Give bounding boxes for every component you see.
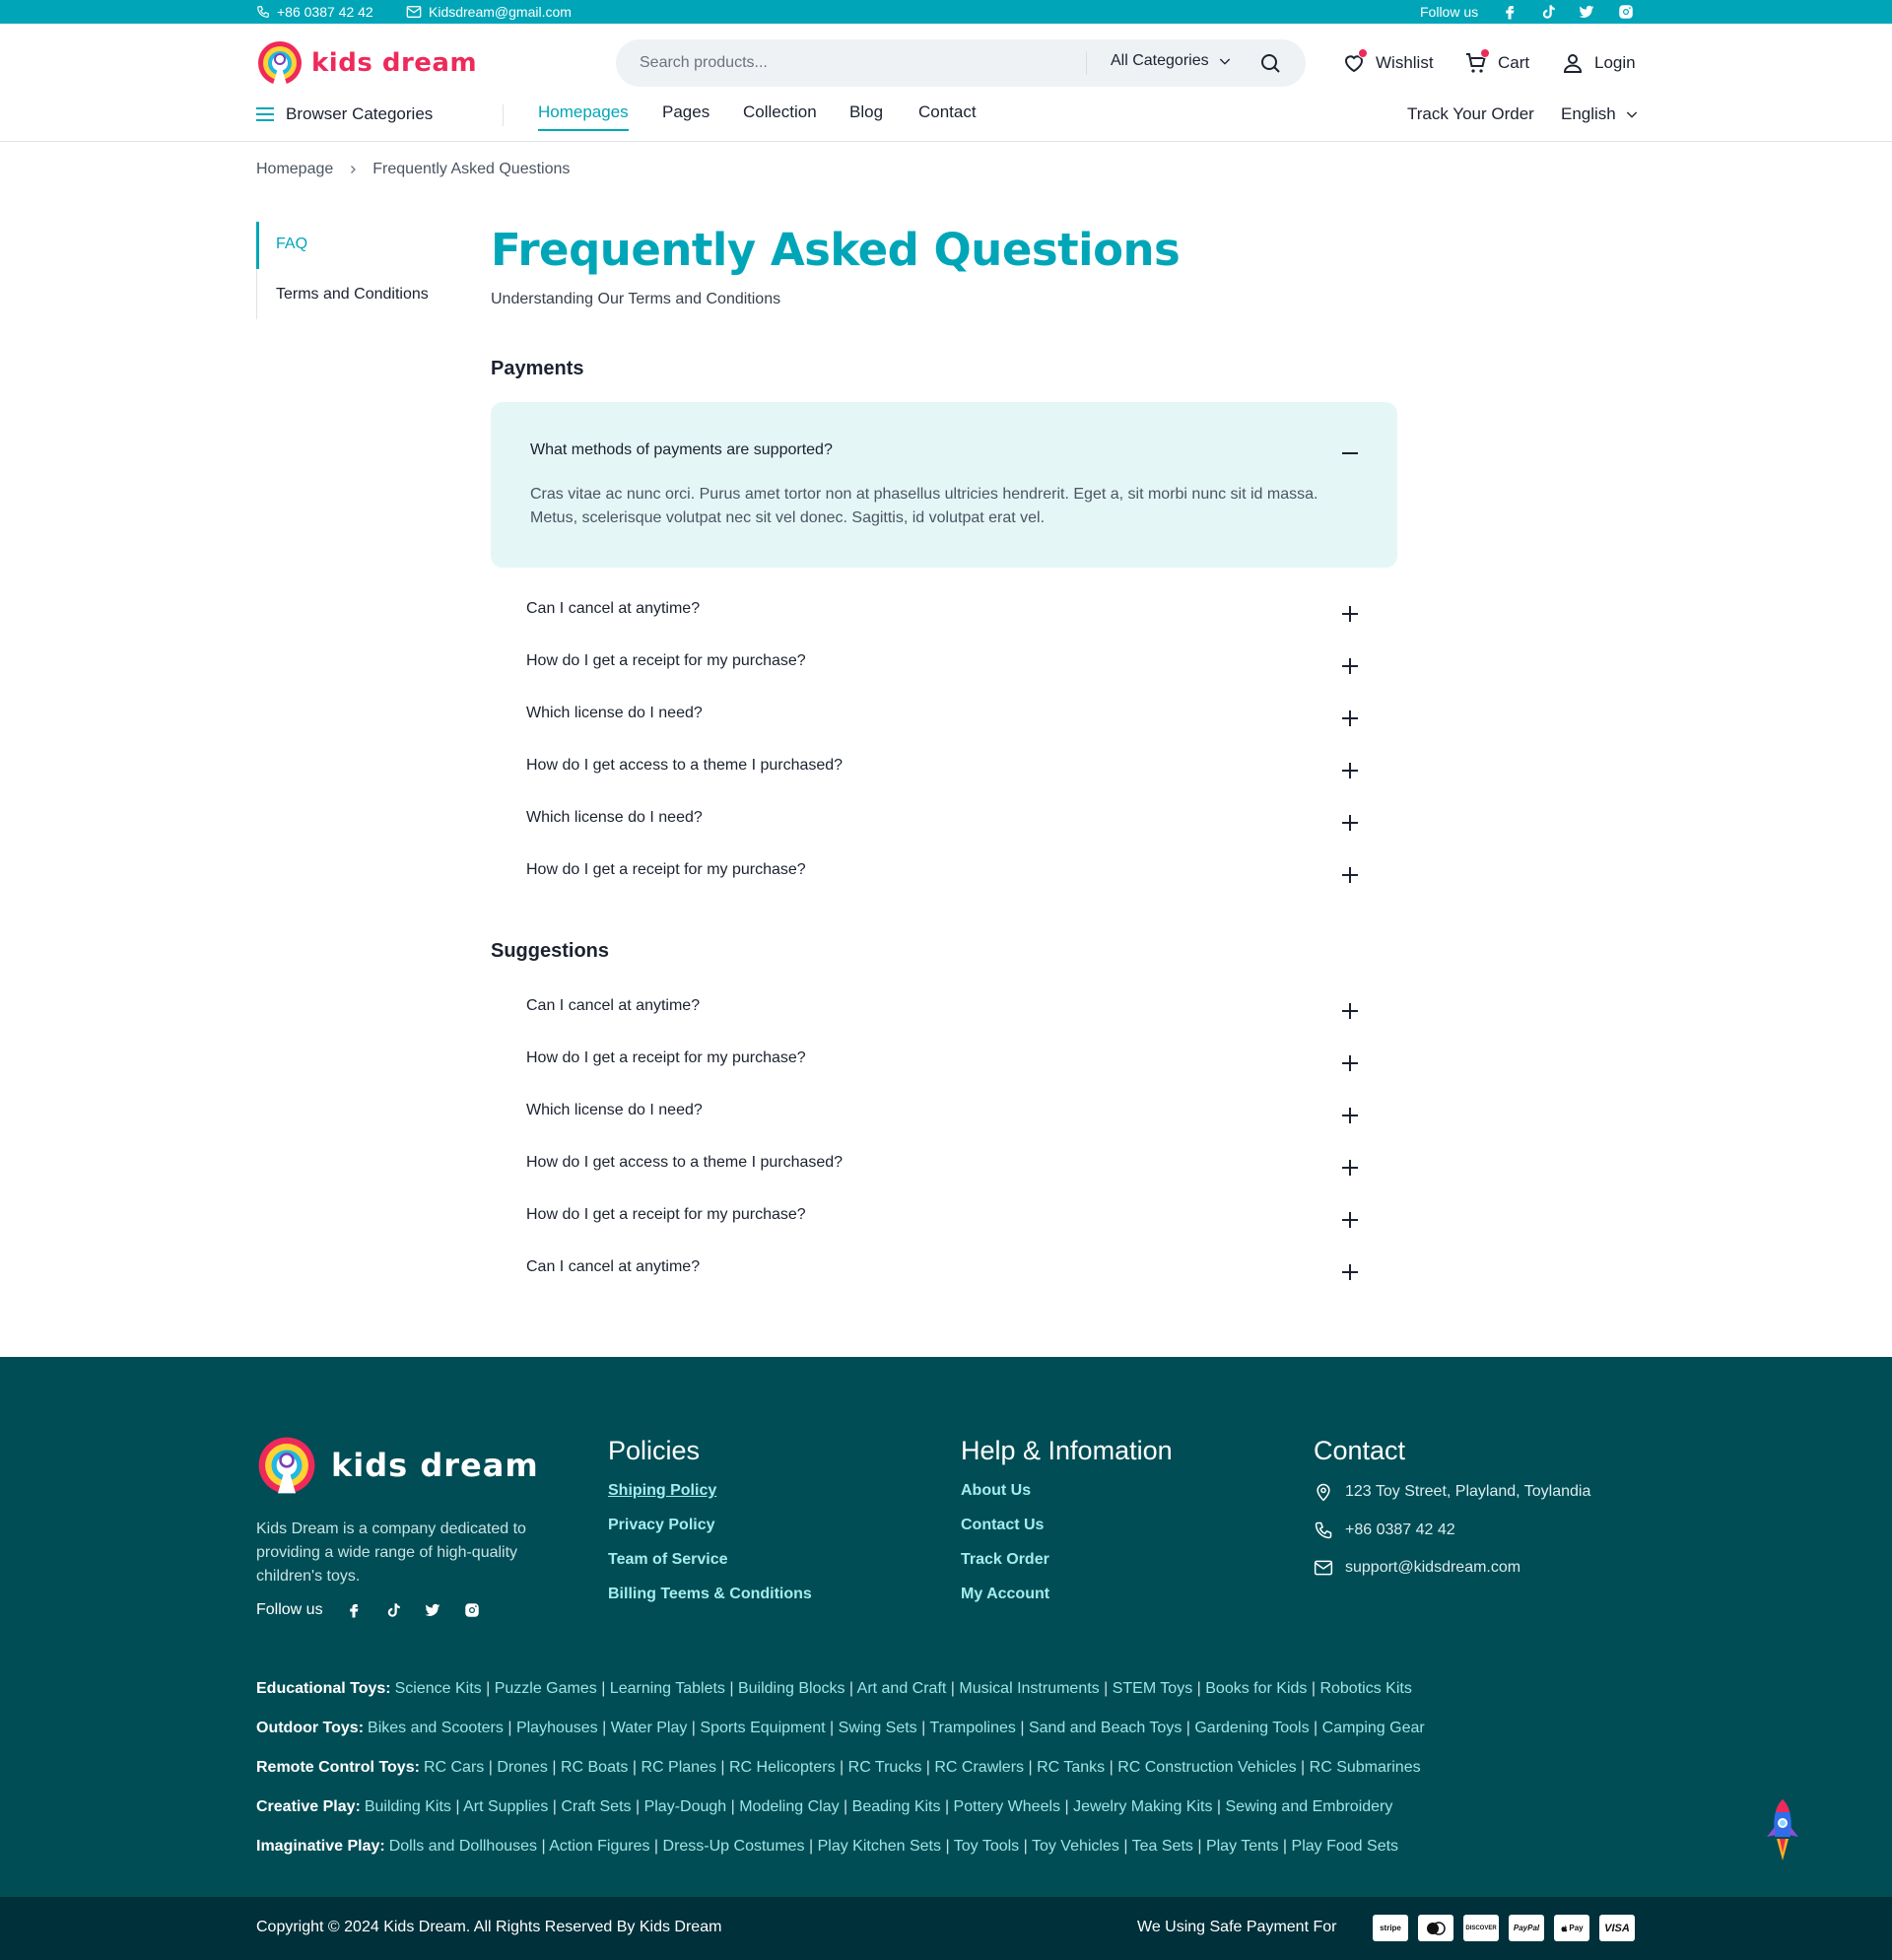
breadcrumb bbox=[256, 161, 570, 178]
top-bar bbox=[0, 0, 1892, 24]
faq-question: What methods of payments are supported? bbox=[530, 441, 833, 458]
tiktok-icon[interactable] bbox=[384, 1601, 402, 1619]
separator: | bbox=[941, 1838, 954, 1855]
footer-category-link[interactable]: Modeling Clay bbox=[739, 1798, 840, 1815]
footer-logo[interactable] bbox=[256, 1435, 552, 1496]
topbar-phone[interactable] bbox=[256, 4, 373, 20]
faq-item[interactable] bbox=[526, 743, 1362, 795]
separator: | bbox=[1278, 1838, 1292, 1855]
footer-link-track-order[interactable]: Track Order bbox=[961, 1551, 1049, 1568]
location-pin-icon bbox=[1314, 1482, 1333, 1502]
faq-question: Can I cancel at anytime? bbox=[526, 600, 701, 617]
footer-category-link[interactable]: Building Kits bbox=[364, 1798, 451, 1815]
site-logo[interactable] bbox=[256, 38, 483, 88]
search-divider bbox=[1086, 51, 1087, 75]
faq-item[interactable] bbox=[526, 1036, 1362, 1088]
language-select[interactable] bbox=[1561, 104, 1640, 124]
separator: | bbox=[715, 1759, 729, 1776]
separator: | bbox=[631, 1798, 644, 1815]
heart-icon-wrap bbox=[1342, 51, 1366, 75]
faq-item[interactable] bbox=[526, 639, 1362, 691]
menu-icon bbox=[256, 107, 274, 121]
language-label: English bbox=[1561, 104, 1616, 123]
footer-category-link[interactable]: Trampolines bbox=[929, 1720, 1016, 1736]
plus-icon[interactable] bbox=[1338, 1208, 1362, 1232]
footer-category-label: Outdoor Toys: bbox=[256, 1720, 365, 1736]
phone-icon bbox=[256, 5, 270, 19]
separator: | bbox=[839, 1798, 852, 1815]
footer-logo-text: kids dream bbox=[331, 1447, 539, 1484]
faq-item[interactable] bbox=[526, 847, 1362, 900]
separator: | bbox=[1118, 1838, 1132, 1855]
footer-category-link[interactable]: RC Crawlers bbox=[934, 1759, 1025, 1776]
footer-contact-title: Contact bbox=[1314, 1436, 1406, 1465]
footer-follow-label: Follow us bbox=[256, 1601, 323, 1618]
faq-question: Can I cancel at anytime? bbox=[526, 1258, 701, 1275]
footer-category-link[interactable]: Beading Kits bbox=[851, 1798, 941, 1815]
footer-brand bbox=[256, 1435, 552, 1619]
breadcrumb-home[interactable]: Homepage bbox=[256, 161, 334, 177]
page-title: Frequently Asked Questions bbox=[491, 224, 1181, 276]
faq-item[interactable] bbox=[526, 1140, 1362, 1192]
footer-link-my-account[interactable]: My Account bbox=[961, 1586, 1050, 1602]
footer-contact bbox=[1314, 1436, 1590, 1595]
facebook-icon[interactable] bbox=[345, 1601, 363, 1619]
separator: | bbox=[628, 1759, 642, 1776]
separator: | bbox=[726, 1798, 740, 1815]
faq-question: How do I get access to a theme I purchased? bbox=[526, 1154, 844, 1171]
category-select[interactable] bbox=[1111, 52, 1233, 70]
footer-category-link[interactable]: Toy Tools bbox=[953, 1838, 1020, 1855]
faq-question: How do I get a receipt for my purchase? bbox=[526, 652, 806, 669]
footer bbox=[0, 1357, 1892, 1897]
nav-link-collection[interactable]: Collection bbox=[743, 102, 817, 121]
footer-category-link[interactable]: Art Supplies bbox=[463, 1798, 549, 1815]
separator: | bbox=[1296, 1759, 1310, 1776]
footer-category-link[interactable]: Sewing and Embroidery bbox=[1225, 1798, 1393, 1815]
faq-item[interactable] bbox=[526, 1088, 1362, 1140]
faq-question: Which license do I need? bbox=[526, 809, 703, 826]
separator: | bbox=[1060, 1798, 1074, 1815]
footer-category-link[interactable]: Dress-Up Costumes bbox=[662, 1838, 805, 1855]
cart-icon-wrap bbox=[1464, 51, 1488, 75]
footer-email-text: support@kidsdream.com bbox=[1345, 1559, 1521, 1576]
wishlist-badge bbox=[1358, 48, 1368, 58]
cart-button[interactable] bbox=[1464, 51, 1529, 75]
stripe-card-icon: stripe bbox=[1373, 1915, 1408, 1941]
footer-link-shipping-policy[interactable]: Shiping Policy bbox=[608, 1482, 717, 1499]
separator: | bbox=[1309, 1720, 1322, 1736]
footer-category-link[interactable]: Toy Vehicles bbox=[1031, 1838, 1119, 1855]
footer-category-row bbox=[256, 1759, 1425, 1798]
footer-email[interactable] bbox=[1314, 1559, 1590, 1577]
search-icon[interactable] bbox=[1258, 51, 1282, 75]
footer-category-link[interactable]: Books for Kids bbox=[1205, 1680, 1308, 1697]
faq-question: Which license do I need? bbox=[526, 1102, 703, 1118]
twitter-icon[interactable] bbox=[424, 1601, 441, 1619]
footer-category-link[interactable]: Art and Craft bbox=[856, 1680, 947, 1697]
footer-category-link[interactable]: RC Planes bbox=[641, 1759, 716, 1776]
separator: | bbox=[1019, 1838, 1032, 1855]
footer-category-link[interactable]: RC Submarines bbox=[1309, 1759, 1421, 1776]
nav-link-contact[interactable]: Contact bbox=[918, 102, 977, 121]
separator: | bbox=[835, 1759, 848, 1776]
apple-pay-card-icon bbox=[1554, 1915, 1589, 1941]
section-heading-payments: Payments bbox=[491, 358, 584, 379]
plus-icon[interactable] bbox=[1338, 999, 1362, 1023]
cart-label: Cart bbox=[1498, 53, 1530, 72]
wishlist-label: Wishlist bbox=[1376, 53, 1434, 72]
footer-help-title: Help & Infomation bbox=[961, 1436, 1173, 1465]
topbar-email[interactable] bbox=[406, 4, 572, 20]
footer-category-link[interactable]: Sports Equipment bbox=[700, 1720, 826, 1736]
cart-badge bbox=[1480, 48, 1490, 58]
footer-category-link[interactable]: Learning Tablets bbox=[609, 1680, 725, 1697]
mail-icon bbox=[406, 5, 422, 19]
nav-divider bbox=[503, 104, 504, 126]
payment-label: We Using Safe Payment For bbox=[1137, 1919, 1337, 1935]
separator: | bbox=[649, 1838, 663, 1855]
instagram-icon[interactable] bbox=[463, 1601, 481, 1619]
plus-icon[interactable] bbox=[1338, 1260, 1362, 1284]
footer-category-link[interactable]: Building Blocks bbox=[737, 1680, 845, 1697]
faq-item[interactable] bbox=[526, 795, 1362, 847]
footer-link-privacy-policy[interactable]: Privacy Policy bbox=[608, 1517, 715, 1533]
separator: | bbox=[804, 1838, 818, 1855]
footer-category-row bbox=[256, 1798, 1425, 1838]
separator: | bbox=[845, 1680, 857, 1697]
chevron-down-icon bbox=[1217, 53, 1233, 69]
footer-category-link[interactable]: Bikes and Scooters bbox=[368, 1720, 504, 1736]
faq-item[interactable] bbox=[526, 586, 1362, 639]
separator: | bbox=[1105, 1759, 1118, 1776]
copyright-bar bbox=[0, 1897, 1892, 1960]
footer-category-link[interactable]: Gardening Tools bbox=[1194, 1720, 1310, 1736]
footer-phone[interactable] bbox=[1314, 1521, 1590, 1540]
footer-category-link[interactable]: RC Cars bbox=[423, 1759, 485, 1776]
separator: | bbox=[484, 1759, 498, 1776]
separator: | bbox=[1015, 1720, 1029, 1736]
plus-icon[interactable] bbox=[1338, 707, 1362, 730]
search-input[interactable] bbox=[640, 51, 1132, 75]
separator: | bbox=[547, 1759, 561, 1776]
phone-icon bbox=[1314, 1521, 1333, 1540]
footer-category-row bbox=[256, 1680, 1425, 1720]
footer-policies-title: Policies bbox=[608, 1436, 701, 1465]
topbar-email-text: Kidsdream@gmail.com bbox=[429, 4, 572, 20]
visa-card-icon: VISA bbox=[1599, 1915, 1635, 1941]
faq-answer: Cras vitae ac nunc orci. Purus amet tortor non at phasellus ultricies hendrerit. Eget a, sit morbi nunc sit id massa. Metus, scelerisque volutpat nec sit vel donec. Sagittis, id volutpat erat vel. bbox=[530, 486, 1318, 526]
side-menu-faq[interactable]: FAQ bbox=[256, 222, 453, 269]
separator: | bbox=[1192, 1838, 1206, 1855]
footer-category-link[interactable]: Drones bbox=[497, 1759, 548, 1776]
footer-category-link[interactable]: Camping Gear bbox=[1321, 1720, 1425, 1736]
plus-icon[interactable] bbox=[1338, 1104, 1362, 1127]
separator: | bbox=[1212, 1798, 1226, 1815]
separator: | bbox=[548, 1798, 562, 1815]
footer-category-link[interactable]: Action Figures bbox=[549, 1838, 650, 1855]
footer-category-link[interactable]: Jewelry Making Kits bbox=[1073, 1798, 1213, 1815]
footer-address-text: 123 Toy Street, Playland, Toylandia bbox=[1345, 1483, 1591, 1500]
login-label: Login bbox=[1594, 53, 1636, 72]
footer-category-link[interactable]: Water Play bbox=[610, 1720, 688, 1736]
footer-category-link[interactable]: Tea Sets bbox=[1131, 1838, 1193, 1855]
category-select-label: All Categories bbox=[1111, 52, 1209, 69]
faq-question: How do I get a receipt for my purchase? bbox=[526, 1206, 806, 1223]
footer-category-link[interactable]: Play Kitchen Sets bbox=[817, 1838, 941, 1855]
footer-social bbox=[256, 1601, 552, 1619]
rocket-icon[interactable] bbox=[1761, 1797, 1804, 1864]
topbar-phone-text: +86 0387 42 42 bbox=[277, 4, 373, 20]
plus-icon[interactable] bbox=[1338, 863, 1362, 887]
nav-link-homepages[interactable]: Homepages bbox=[538, 102, 629, 131]
tiktok-icon[interactable] bbox=[1539, 3, 1557, 21]
footer-category-link[interactable]: RC Trucks bbox=[847, 1759, 922, 1776]
plus-icon[interactable] bbox=[1338, 1051, 1362, 1075]
footer-address bbox=[1314, 1482, 1590, 1502]
footer-category-link[interactable]: Sand and Beach Toys bbox=[1028, 1720, 1182, 1736]
twitter-icon[interactable] bbox=[1578, 3, 1595, 21]
search-bar bbox=[616, 39, 1306, 87]
page-subtitle: Understanding Our Terms and Conditions bbox=[491, 290, 781, 307]
discover-card-icon: DISCOVER bbox=[1463, 1915, 1499, 1941]
footer-category-link[interactable]: Musical Instruments bbox=[959, 1680, 1100, 1697]
separator: | bbox=[825, 1720, 839, 1736]
mastercard-logo-icon bbox=[1424, 1921, 1448, 1936]
plus-icon[interactable] bbox=[1338, 654, 1362, 678]
login-button[interactable] bbox=[1561, 51, 1636, 75]
footer-category-link[interactable]: RC Tanks bbox=[1037, 1759, 1106, 1776]
separator: | bbox=[946, 1680, 960, 1697]
separator: | bbox=[1024, 1759, 1038, 1776]
footer-link-about-us[interactable]: About Us bbox=[961, 1482, 1032, 1499]
minus-icon[interactable] bbox=[1338, 441, 1362, 465]
footer-description: Kids Dream is a company dedicated to providing a wide range of high-quality children's toys. bbox=[256, 1521, 526, 1585]
footer-category-link[interactable]: Robotics Kits bbox=[1319, 1680, 1412, 1697]
faq-question: Which license do I need? bbox=[526, 705, 703, 721]
faq-item[interactable] bbox=[526, 983, 1362, 1036]
footer-phone-text: +86 0387 42 42 bbox=[1345, 1521, 1455, 1538]
footer-category-link[interactable]: Playhouses bbox=[515, 1720, 598, 1736]
footer-category-link[interactable]: Dolls and Dollhouses bbox=[388, 1838, 538, 1855]
faq-question: How do I get a receipt for my purchase? bbox=[526, 1049, 806, 1066]
footer-category-links bbox=[256, 1680, 1425, 1877]
paypal-card-icon: PayPal bbox=[1509, 1915, 1544, 1941]
faq-item[interactable] bbox=[526, 1245, 1362, 1297]
footer-category-link[interactable]: Science Kits bbox=[394, 1680, 482, 1697]
apple-logo-icon bbox=[1560, 1924, 1569, 1933]
footer-category-link[interactable]: Play Tents bbox=[1205, 1838, 1279, 1855]
copyright-text: Copyright © 2024 Kids Dream. All Rights Reserved By Kids Dream bbox=[256, 1919, 722, 1935]
footer-category-row bbox=[256, 1720, 1425, 1759]
payment-methods bbox=[1373, 1915, 1635, 1941]
footer-category-link[interactable]: RC Construction Vehicles bbox=[1117, 1759, 1297, 1776]
separator: | bbox=[481, 1680, 495, 1697]
separator: | bbox=[1099, 1680, 1113, 1697]
nav-link-pages[interactable]: Pages bbox=[662, 102, 710, 121]
plus-icon[interactable] bbox=[1338, 811, 1362, 835]
breadcrumb-current: Frequently Asked Questions bbox=[372, 161, 571, 177]
main-nav bbox=[0, 95, 1892, 142]
footer-link-contact-us[interactable]: Contact Us bbox=[961, 1517, 1045, 1533]
footer-help bbox=[961, 1436, 1173, 1620]
separator: | bbox=[597, 1720, 611, 1736]
plus-icon[interactable] bbox=[1338, 602, 1362, 626]
separator: | bbox=[537, 1838, 550, 1855]
section-heading-suggestions: Suggestions bbox=[491, 940, 610, 962]
logo-mark-icon bbox=[256, 1435, 317, 1496]
instagram-icon[interactable] bbox=[1617, 3, 1635, 21]
browse-categories-button[interactable] bbox=[256, 104, 433, 124]
side-menu-terms[interactable]: Terms and Conditions bbox=[276, 286, 429, 303]
footer-category-label: Creative Play: bbox=[256, 1798, 361, 1815]
footer-category-link[interactable]: Craft Sets bbox=[561, 1798, 632, 1815]
chevron-down-icon bbox=[1624, 106, 1640, 122]
chevron-right-icon bbox=[347, 164, 359, 175]
footer-link-billing-terms[interactable]: Billing Teems & Conditions bbox=[608, 1586, 812, 1602]
separator: | bbox=[450, 1798, 464, 1815]
facebook-icon[interactable] bbox=[1501, 3, 1519, 21]
footer-policies bbox=[608, 1436, 812, 1620]
footer-category-label: Educational Toys: bbox=[256, 1680, 391, 1697]
separator: | bbox=[687, 1720, 701, 1736]
separator: | bbox=[596, 1680, 610, 1697]
footer-category-link[interactable]: RC Helicopters bbox=[729, 1759, 836, 1776]
footer-category-link[interactable]: Play-Dough bbox=[643, 1798, 727, 1815]
footer-category-link[interactable]: RC Boats bbox=[560, 1759, 629, 1776]
separator: | bbox=[940, 1798, 954, 1815]
user-icon bbox=[1561, 51, 1585, 75]
separator: | bbox=[503, 1720, 516, 1736]
separator: | bbox=[916, 1720, 930, 1736]
faq-question: How do I get access to a theme I purchased? bbox=[526, 757, 844, 774]
logo-text: kids dream bbox=[311, 48, 478, 78]
follow-label: Follow us bbox=[1420, 4, 1479, 20]
separator: | bbox=[921, 1759, 935, 1776]
faq-item[interactable] bbox=[526, 1192, 1362, 1245]
browse-categories-label: Browser Categories bbox=[286, 104, 434, 123]
separator: | bbox=[1307, 1680, 1320, 1697]
footer-link-team-of-service[interactable]: Team of Service bbox=[608, 1551, 728, 1568]
faq-question: How do I get a receipt for my purchase? bbox=[526, 861, 806, 878]
plus-icon[interactable] bbox=[1338, 759, 1362, 782]
side-menu bbox=[256, 222, 453, 319]
nav-link-blog[interactable]: Blog bbox=[849, 102, 884, 121]
plus-icon[interactable] bbox=[1338, 1156, 1362, 1180]
footer-category-link[interactable]: Pottery Wheels bbox=[953, 1798, 1061, 1815]
faq-content bbox=[491, 222, 1397, 1275]
mastercard-card-icon bbox=[1418, 1915, 1453, 1941]
separator: | bbox=[1192, 1680, 1206, 1697]
wishlist-button[interactable] bbox=[1342, 51, 1434, 75]
footer-category-link[interactable]: STEM Toys bbox=[1112, 1680, 1193, 1697]
separator: | bbox=[1182, 1720, 1195, 1736]
footer-category-link[interactable]: Play Food Sets bbox=[1291, 1838, 1399, 1855]
separator: | bbox=[724, 1680, 738, 1697]
user-icon-wrap bbox=[1561, 51, 1585, 75]
logo-mark-icon bbox=[256, 39, 304, 87]
footer-category-label: Imaginative Play: bbox=[256, 1838, 385, 1855]
apple-pay-label: Pay bbox=[1569, 1924, 1584, 1932]
mail-icon bbox=[1314, 1559, 1333, 1577]
track-order-link[interactable]: Track Your Order bbox=[1407, 104, 1534, 123]
footer-category-row bbox=[256, 1838, 1425, 1877]
faq-item-expanded[interactable] bbox=[491, 402, 1397, 568]
faq-item[interactable] bbox=[526, 691, 1362, 743]
footer-category-link[interactable]: Swing Sets bbox=[838, 1720, 917, 1736]
faq-question: Can I cancel at anytime? bbox=[526, 997, 701, 1014]
footer-category-link[interactable]: Puzzle Games bbox=[494, 1680, 597, 1697]
footer-category-label: Remote Control Toys: bbox=[256, 1759, 420, 1776]
